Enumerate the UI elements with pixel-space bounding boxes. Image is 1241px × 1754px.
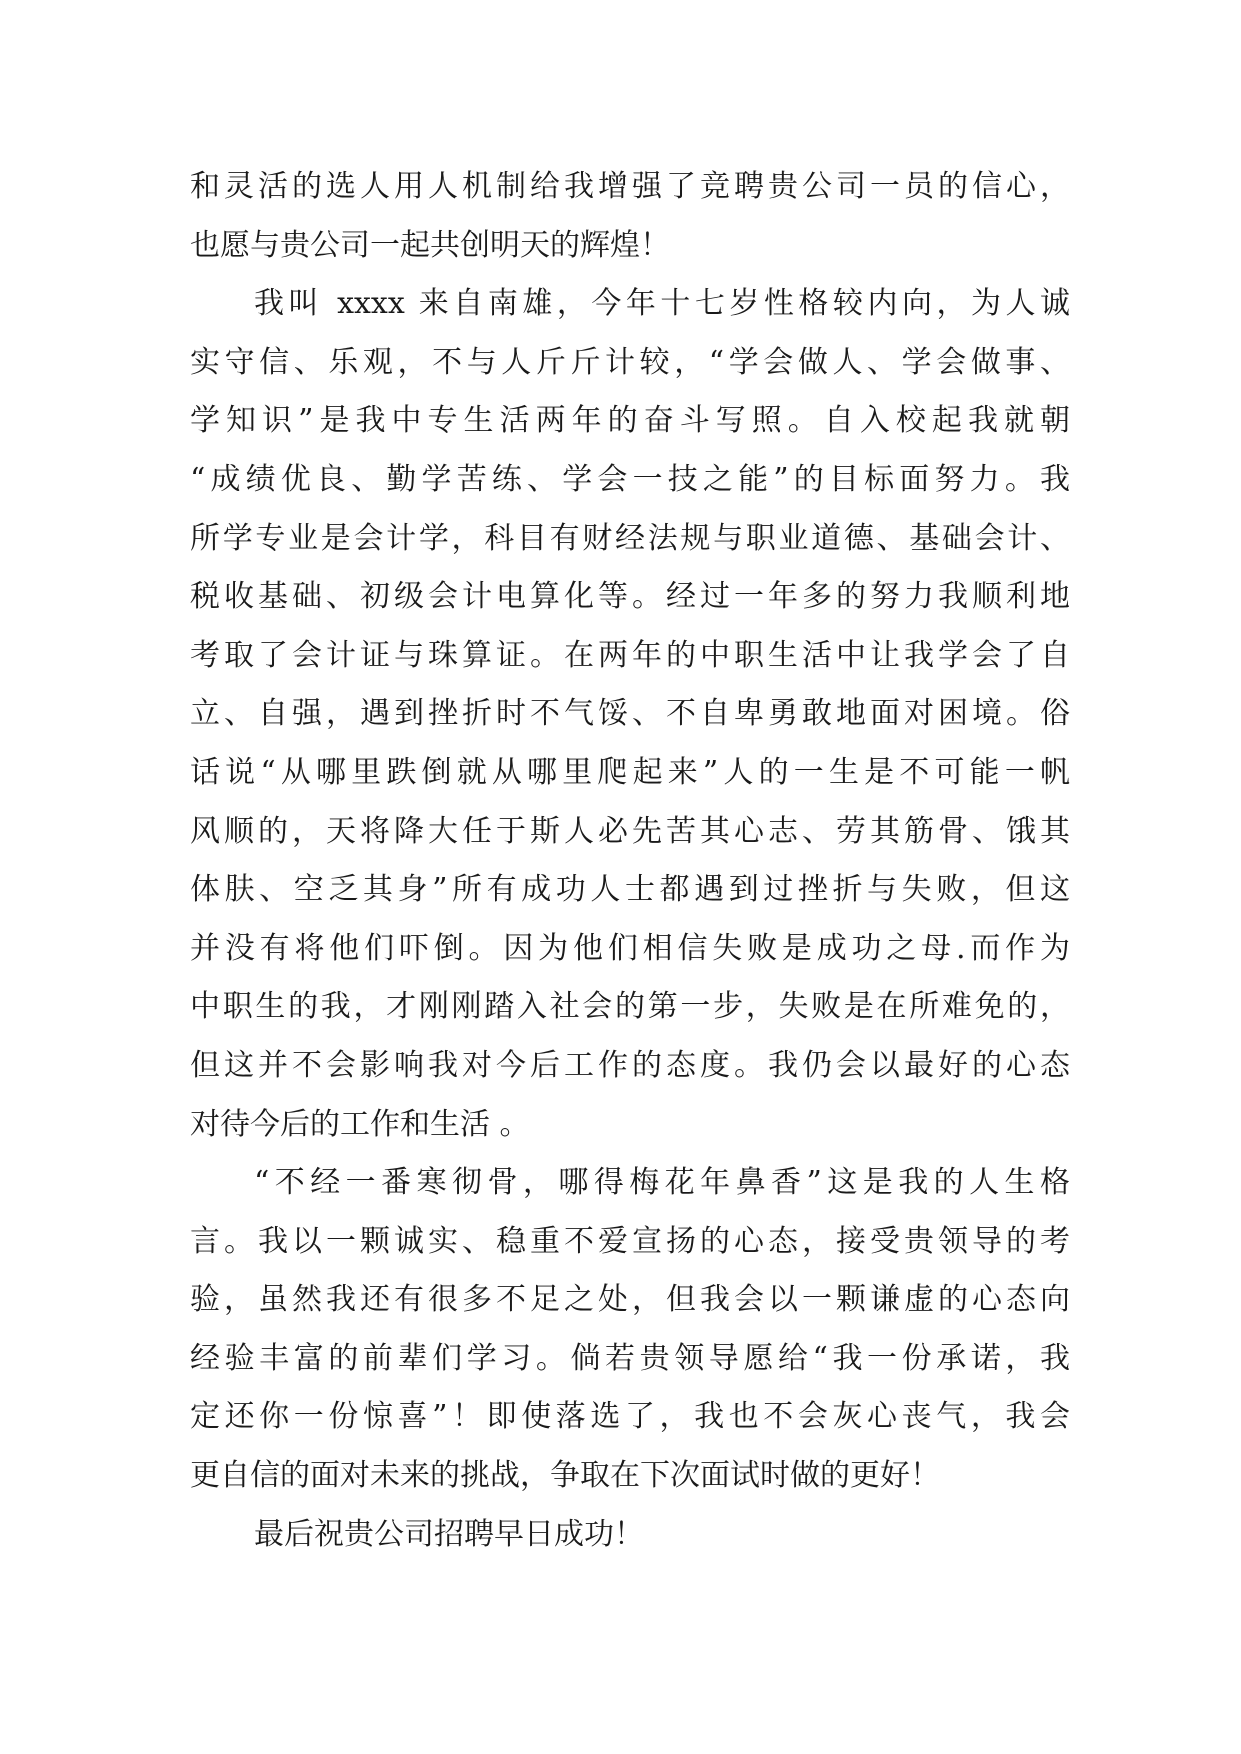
text-line: 考取了会计证与珠算证。在两年的中职生活中让我学会了自 [190,637,1070,673]
text-line: 体肤、空乏其身”所有成功人士都遇到过挫折与失败，但这 [190,872,1070,908]
text-line: 税收基础、初级会计电算化等。经过一年多的努力我顺利地 [190,579,1070,615]
text-line: 立、自强，遇到挫折时不气馁、不自卑勇敢地面对困境。俗 [190,696,1070,732]
paragraph [190,275,1070,1154]
text-line: 但这并不会影响我对今后工作的态度。我仍会以最好的心态 [190,1047,1070,1083]
document-body [190,158,1070,1564]
text-line: 我叫 xxxx 来自南雄，今年十七岁性格较内向，为人诚 [254,286,1070,322]
text-line: “成绩优良、勤学苦练、学会一技之能”的目标面努力。我 [190,461,1070,497]
text-line: “不经一番寒彻骨，哪得梅花年鼻香”这是我的人生格 [254,1165,1070,1201]
text-line: 中职生的我，才刚刚踏入社会的第一步，失败是在所难免的， [190,989,1070,1025]
text-line: 实守信、乐观，不与人斤斤计较，“学会做人、学会做事、 [190,344,1070,380]
text-line: 风顺的，天将降大任于斯人必先苦其心志、劳其筋骨、饿其 [190,813,1070,849]
paragraph [190,1506,1070,1565]
paragraph [190,158,1070,275]
text-line: 定还你一份惊喜”！即使落选了，我也不会灰心丧气，我会 [190,1399,1070,1435]
text-line: 也愿与贵公司一起共创明天的辉煌！ [190,227,670,263]
text-line: 所学专业是会计学，科目有财经法规与职业道德、基础会计、 [190,520,1070,556]
text-line: 验，虽然我还有很多不足之处，但我会以一颗谦虚的心态向 [190,1282,1070,1318]
text-line: 学知识”是我中专生活两年的奋斗写照。自入校起我就朝 [190,403,1070,439]
text-line: 更自信的面对未来的挑战，争取在下次面试时做的更好！ [190,1458,940,1494]
text-line: 言。我以一颗诚实、稳重不爱宣扬的心态，接受贵领导的考 [190,1223,1070,1259]
text-line: 和灵活的选人用人机制给我增强了竞聘贵公司一员的信心， [190,169,1070,204]
text-line: 经验丰富的前辈们学习。倘若贵领导愿给“我一份承诺，我 [190,1340,1070,1376]
paragraph [190,1154,1070,1506]
text-line: 并没有将他们吓倒。因为他们相信失败是成功之母.而作为 [190,930,1070,966]
text-line: 最后祝贵公司招聘早日成功！ [254,1516,644,1552]
text-line: 对待今后的工作和生活 。 [190,1106,530,1142]
text-line: 话说“从哪里跌倒就从哪里爬起来”人的一生是不可能一帆 [190,754,1070,790]
